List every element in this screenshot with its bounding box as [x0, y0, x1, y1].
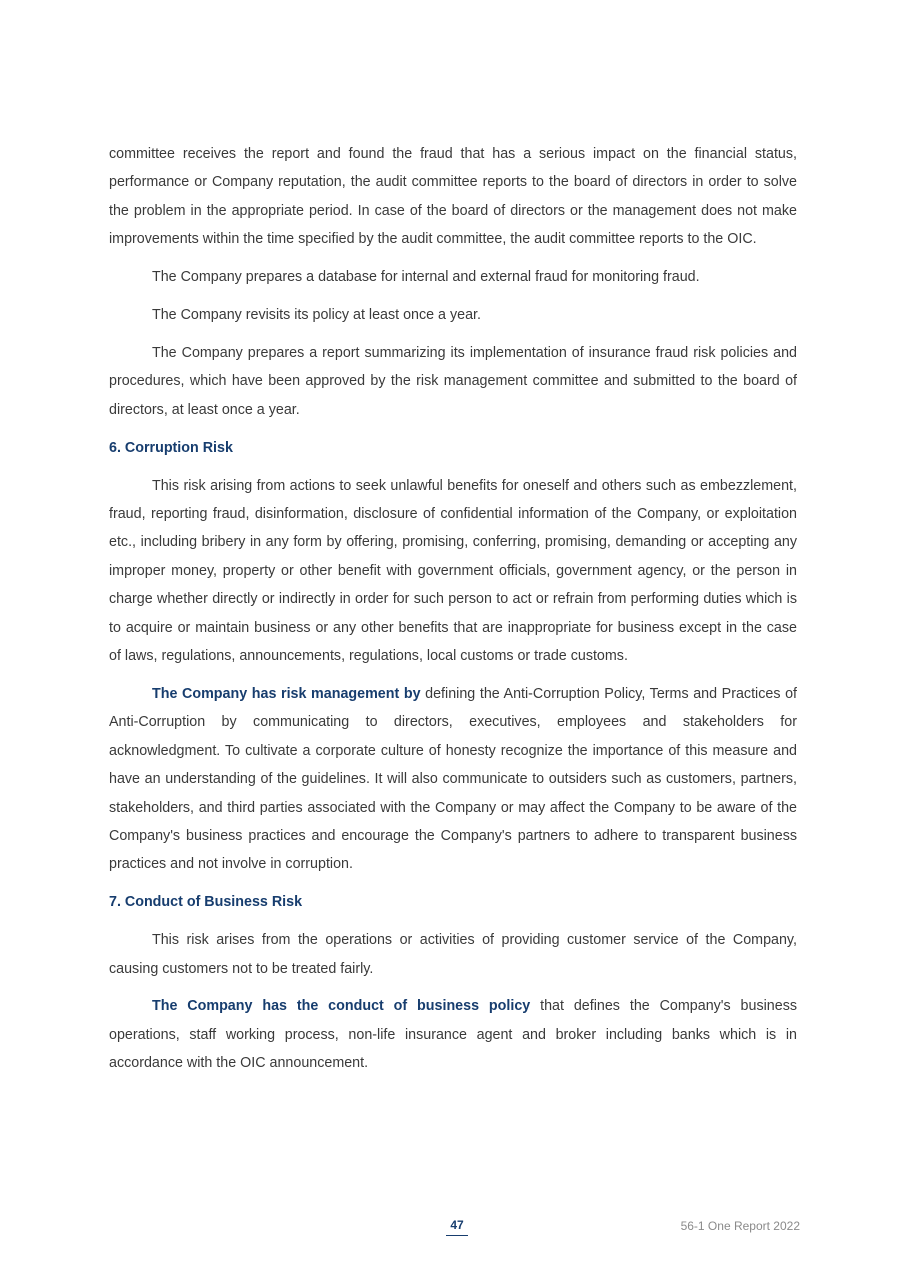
paragraph-conduct-policy — [109, 992, 797, 1077]
emphasis-lead-conduct-policy: The Company has the conduct of business policy — [152, 998, 531, 1015]
paragraph-text: defining the Anti-Corruption Policy, Terms and Practices of Anti-Corruption by communicating to directors, executives, employees and stakeholders for acknowledgment. To cultivate a corporate culture of honesty recognize the importance of this measure and have an understanding of the guidelines. It will also communicate to outsiders such as customers, partners, stakeholders, and third parties associated with the Company or may affect the Company to be aware of the Company's business practices and encourage the Company's partners to adhere to transparent business practices and not involve in corruption. — [109, 685, 797, 873]
paragraph-conduct-definition: This risk arises from the operations or activities of providing customer service of the Company, causing customers not to be treated fairly. — [109, 932, 797, 977]
paragraph-text: that defines the Company's business operations, staff working process, non-life insurance agent and broker including banks which is in accordance with the OIC announcement. — [109, 998, 797, 1072]
report-name: 56-1 One Report 2022 — [680, 1219, 800, 1233]
paragraph-policy-revisit: The Company revisits its policy at least once a year. — [152, 307, 481, 324]
paragraph-fraud-database: The Company prepares a database for internal and external fraud for monitoring fraud. — [152, 269, 700, 286]
paragraph-corruption-definition: This risk arising from actions to seek unlawful benefits for oneself and others such as embezzlement, fraud, reporting fraud, disinformation, disclosure of confidential information of the Company, or exploitation etc., including bribery in any form by offering, promising, conferring, promising, demanding or accepting any improper money, property or other benefit with government officials, government agency, or the person in charge whether directly or indirectly in order for such person to act or refrain from performing duties which is to acquire or maintain business or any other benefits that are inappropriate for business except in the case of laws, regulations, announcements, regulations, local customs or trade customs. — [109, 477, 797, 664]
section-heading-conduct-business-risk: 7. Conduct of Business Risk — [109, 894, 303, 911]
document-body — [109, 140, 797, 1087]
paragraph-corruption-management — [109, 680, 797, 879]
page-number: 47 — [446, 1218, 468, 1236]
emphasis-lead-risk-management: The Company has risk management by — [152, 685, 421, 702]
paragraph-fraud-report: The Company prepares a report summarizing its implementation of insurance fraud risk policies and procedures, which have been approved by the risk management committee and submitted to the board of directors, at least once a year. — [109, 344, 797, 418]
section-heading-corruption-risk: 6. Corruption Risk — [109, 439, 233, 456]
paragraph-audit-committee: committee receives the report and found the fraud that has a serious impact on the financial status, performance or Company reputation, the audit committee reports to the board of directors in order to solve the problem in the appropriate period. In case of the board of directors or the management does not make improvements within the time specified by the audit committee, the audit committee reports to the OIC. — [109, 146, 797, 248]
